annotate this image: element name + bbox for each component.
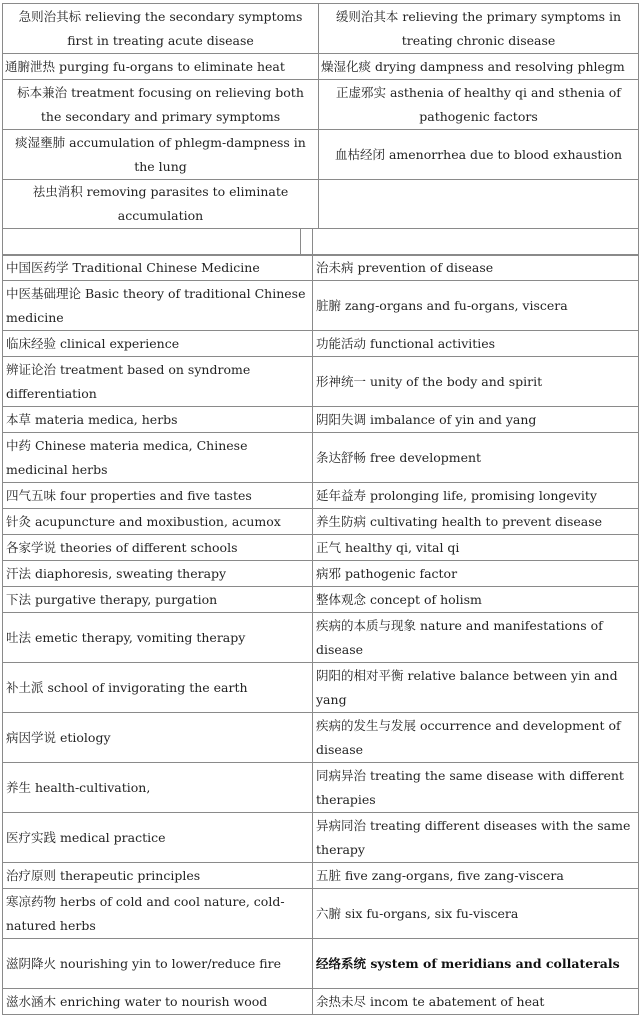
term-cell: 针灸 acupuncture and moxibustion, acumox: [3, 509, 313, 535]
term-cell: 临床经验 clinical experience: [3, 331, 313, 357]
term-cell: 正气 healthy qi, vital qi: [313, 535, 639, 561]
term-cell: 中药 Chinese materia medica, Chinese medicinal herbs: [3, 433, 313, 483]
term-cell: 异病同治 treating different diseases with the same therapy: [313, 813, 639, 863]
table-row: [3, 561, 639, 587]
term-cell: 病因学说 etiology: [3, 713, 313, 763]
term-cell: 下法 purgative therapy, purgation: [3, 587, 313, 613]
term-cell: 养生防病 cultivating health to prevent disease: [313, 509, 639, 535]
term-cell: 阴阳的相对平衡 relative balance between yin and yang: [313, 663, 639, 713]
term-cell: 滋水涵木 enriching water to nourish wood: [3, 989, 313, 1015]
term-cell: 吐法 emetic therapy, vomiting therapy: [3, 613, 313, 663]
table-row: [3, 229, 639, 256]
table-row: [3, 4, 639, 54]
term-cell: 整体观念 concept of holism: [313, 587, 639, 613]
term-cell: 治未病 prevention of disease: [313, 255, 639, 281]
term-cell: 条达舒畅 free development: [313, 433, 639, 483]
table-row: [3, 483, 639, 509]
term-cell: 五脏 five zang-organs, five zang-viscera: [313, 863, 639, 889]
table-row: [3, 663, 639, 713]
table-row: [3, 331, 639, 357]
table-row: [3, 587, 639, 613]
term-cell: 正虚邪实 asthenia of healthy qi and sthenia of pathogenic factors: [319, 80, 639, 130]
term-cell: 医疗实践 medical practice: [3, 813, 313, 863]
term-cell: 标本兼治 treatment focusing on relieving both the secondary and primary symptoms: [3, 80, 319, 130]
table-row: [3, 863, 639, 889]
term-cell: 中医基础理论 Basic theory of traditional Chinese medicine: [3, 281, 313, 331]
term-cell: 通腑泄热 purging fu-organs to eliminate heat: [3, 54, 319, 80]
term-cell: 经络系统 system of meridians and collaterals: [313, 939, 639, 989]
table-row: [3, 613, 639, 663]
term-cell: 补土派 school of invigorating the earth: [3, 663, 313, 713]
term-cell: 治疗原则 therapeutic principles: [3, 863, 313, 889]
empty-cell: [313, 229, 639, 256]
term-cell: 急则治其标 relieving the secondary symptoms first in treating acute disease: [3, 4, 319, 54]
term-cell: 各家学说 theories of different schools: [3, 535, 313, 561]
term-cell: 延年益寿 prolonging life, promising longevity: [313, 483, 639, 509]
term-cell: 六腑 six fu-organs, six fu-viscera: [313, 889, 639, 939]
term-cell: 同病异治 treating the same disease with different therapies: [313, 763, 639, 813]
table-row: [3, 989, 639, 1015]
term-cell: 疾病的发生与发展 occurrence and development of disease: [313, 713, 639, 763]
table-row: [3, 130, 639, 180]
table-row: [3, 433, 639, 483]
term-cell: 疾病的本质与现象 nature and manifestations of disease: [313, 613, 639, 663]
term-cell: 滋阴降火 nourishing yin to lower/reduce fire: [3, 939, 313, 989]
term-cell: 脏腑 zang-organs and fu-organs, viscera: [313, 281, 639, 331]
term-cell: 中国医药学 Traditional Chinese Medicine: [3, 255, 313, 281]
term-cell: 余热未尽 incom te abatement of heat: [313, 989, 639, 1015]
table-row: [3, 180, 639, 229]
empty-cell: [3, 229, 301, 256]
term-cell: 血枯经闭 amenorrhea due to blood exhaustion: [319, 130, 639, 180]
main-term-table: [2, 254, 639, 1015]
table-row: [3, 281, 639, 331]
term-cell: 痰湿壅肺 accumulation of phlegm-dampness in the lung: [3, 130, 319, 180]
term-cell: 辨证论治 treatment based on syndrome differentiation: [3, 357, 313, 407]
top-term-table: [2, 3, 639, 229]
table-row: [3, 763, 639, 813]
table-row: [3, 939, 639, 989]
table-row: [3, 813, 639, 863]
table-row: [3, 889, 639, 939]
table-row: [3, 535, 639, 561]
term-cell: 阴阳失调 imbalance of yin and yang: [313, 407, 639, 433]
term-cell: 本草 materia medica, herbs: [3, 407, 313, 433]
term-cell: 燥湿化痰 drying dampness and resolving phlegm: [319, 54, 639, 80]
table-row: [3, 357, 639, 407]
term-cell: 形神统一 unity of the body and spirit: [313, 357, 639, 407]
empty-cell: [301, 229, 313, 256]
term-cell: 寒凉药物 herbs of cold and cool nature, cold-natured herbs: [3, 889, 313, 939]
term-cell: 养生 health-cultivation,: [3, 763, 313, 813]
term-cell: 缓则治其本 relieving the primary symptoms in treating chronic disease: [319, 4, 639, 54]
term-cell: 病邪 pathogenic factor: [313, 561, 639, 587]
table-row: [3, 713, 639, 763]
empty-cell: [319, 180, 639, 229]
term-cell: 汗法 diaphoresis, sweating therapy: [3, 561, 313, 587]
term-cell: 功能活动 functional activities: [313, 331, 639, 357]
table-row: [3, 407, 639, 433]
table-row: [3, 80, 639, 130]
table-row: [3, 54, 639, 80]
spacer-row: [2, 228, 639, 256]
table-row: [3, 509, 639, 535]
term-cell: 四气五味 four properties and five tastes: [3, 483, 313, 509]
table-row: [3, 255, 639, 281]
term-cell: 祛虫消积 removing parasites to eliminate accumulation: [3, 180, 319, 229]
